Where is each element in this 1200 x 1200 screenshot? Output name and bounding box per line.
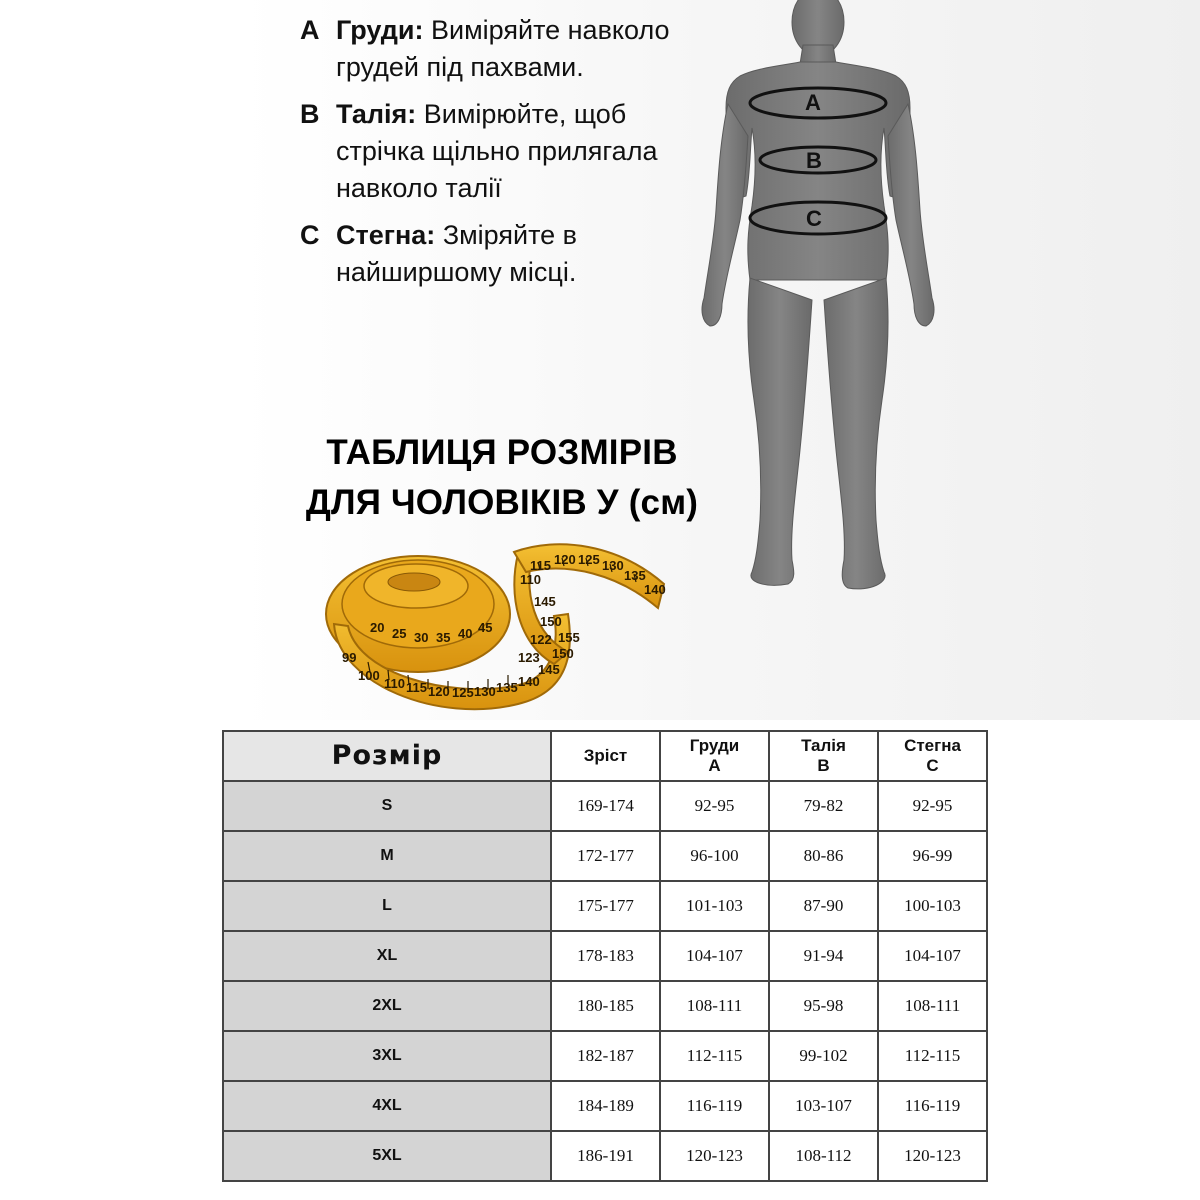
tape-number: 100 [358,668,380,683]
instruction-term: Талія: [336,99,417,129]
tape-number: 120 [428,684,450,699]
header-size: Розмір [223,731,551,781]
cell-size: 2XL [223,981,551,1031]
cell-hips: 116-119 [878,1081,987,1131]
cell-waist: 79-82 [769,781,878,831]
tape-number: 25 [392,626,407,641]
instruction-letter: B [300,99,320,129]
cell-chest: 112-115 [660,1031,769,1081]
table-row [223,881,987,931]
cell-height: 180-185 [551,981,660,1031]
header-chest [660,731,769,781]
tape-number: 110 [384,676,405,691]
instruction-hips [300,217,700,291]
tape-number: 45 [478,620,493,635]
cell-size: S [223,781,551,831]
tape-number: 155 [558,630,580,645]
cell-size: 3XL [223,1031,551,1081]
measuring-tape-icon [318,534,670,724]
page-title [292,428,712,528]
table-row [223,1081,987,1131]
tape-number: 120 [554,552,576,567]
cell-height: 186-191 [551,1131,660,1181]
instruction-text: Виміряйте навколо грудей під пахвами. [336,15,670,82]
tape-number: 150 [552,646,574,661]
title-line-1: ТАБЛИЦЯ РОЗМІРІВ [326,433,678,472]
cell-hips: 92-95 [878,781,987,831]
cell-size: 4XL [223,1081,551,1131]
cell-chest: 116-119 [660,1081,769,1131]
cell-hips: 108-111 [878,981,987,1031]
cell-chest: 101-103 [660,881,769,931]
cell-waist: 103-107 [769,1081,878,1131]
cell-chest: 96-100 [660,831,769,881]
cell-waist: 99-102 [769,1031,878,1081]
instruction-waist [300,96,700,207]
table-row [223,981,987,1031]
cell-chest: 92-95 [660,781,769,831]
cell-hips: 104-107 [878,931,987,981]
cell-height: 184-189 [551,1081,660,1131]
tape-number: 135 [624,568,646,583]
cell-height: 182-187 [551,1031,660,1081]
instruction-letter: C [300,220,320,250]
header-height: Зріст [551,731,660,781]
cell-height: 175-177 [551,881,660,931]
tape-number: 122 [530,632,552,647]
tape-number: 40 [458,626,473,641]
measurement-instructions [300,12,700,301]
header-hips-name: Стегна [904,736,961,755]
cell-hips: 100-103 [878,881,987,931]
cell-height: 169-174 [551,781,660,831]
title-line-2: ДЛЯ ЧОЛОВІКІВ У (см) [305,483,699,522]
header-chest-name: Груди [689,736,740,755]
tape-number: 110 [520,572,541,587]
cell-waist: 91-94 [769,931,878,981]
cell-chest: 108-111 [660,981,769,1031]
header-chest-letter: A [708,756,721,775]
tape-number: 123 [518,650,540,665]
tape-number: 125 [452,685,474,700]
instruction-text: Вимірюйте, щоб стрічка щільно прилягала навколо талії [336,99,658,203]
tape-number: 130 [474,684,496,699]
cell-chest: 120-123 [660,1131,769,1181]
tape-number: 115 [530,558,551,573]
tape-number: 115 [406,680,427,695]
table-row [223,1031,987,1081]
table-header-row [223,731,987,781]
tape-number: 35 [436,630,451,645]
cell-size: XL [223,931,551,981]
cell-height: 178-183 [551,931,660,981]
tape-number: 145 [534,594,556,609]
tape-number: 130 [602,558,624,573]
table-row [223,781,987,831]
cell-size: M [223,831,551,881]
tape-number: 135 [496,680,518,695]
header-hips-letter: C [926,756,939,775]
cell-size: L [223,881,551,931]
instruction-chest [300,12,700,86]
figure-label-b: B [806,148,822,173]
cell-size: 5XL [223,1131,551,1181]
cell-height: 172-177 [551,831,660,881]
cell-waist: 108-112 [769,1131,878,1181]
figure-label-a: A [805,90,821,115]
instruction-text: Зміряйте в найширшому місці. [336,220,578,287]
tape-number: 99 [342,650,357,665]
cell-waist: 80-86 [769,831,878,881]
cell-hips: 112-115 [878,1031,987,1081]
instruction-term: Груди: [336,15,424,45]
cell-waist: 87-90 [769,881,878,931]
table-row [223,831,987,881]
cell-chest: 104-107 [660,931,769,981]
figure-label-c: C [806,206,822,231]
cell-waist: 95-98 [769,981,878,1031]
table-row [223,931,987,981]
header-hips [878,731,987,781]
body-figure [690,0,950,620]
header-waist-letter: B [817,756,830,775]
tape-number: 145 [538,662,560,677]
tape-number: 140 [518,674,540,689]
header-waist [769,731,878,781]
tape-number: 140 [644,582,666,597]
tape-number: 30 [414,630,429,645]
tape-number: 20 [370,620,385,635]
cell-hips: 96-99 [878,831,987,881]
header-waist-name: Талія [801,736,846,755]
table-row [223,1131,987,1181]
instruction-term: Стегна: [336,220,436,250]
measuring-tape-image [318,534,670,724]
cell-hips: 120-123 [878,1131,987,1181]
tape-number: 150 [540,614,562,629]
instruction-letter: A [300,15,320,45]
size-chart-table [222,730,988,1182]
tape-number: 125 [578,552,600,567]
